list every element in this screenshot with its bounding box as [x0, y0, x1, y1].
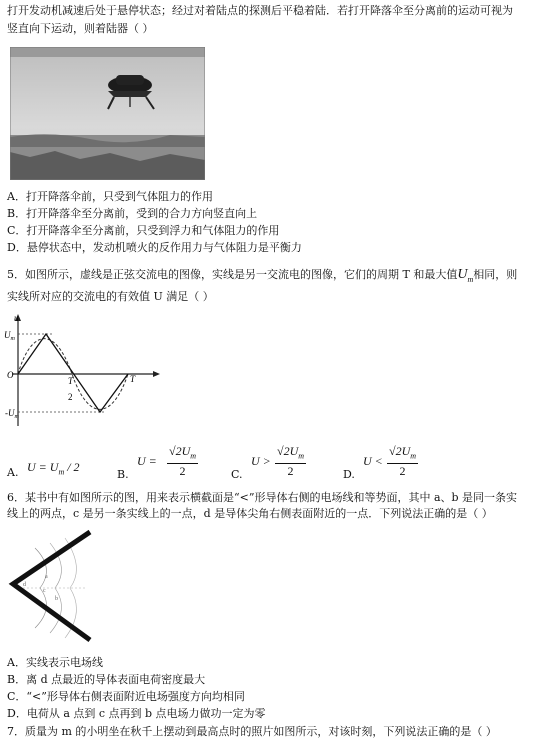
- q7-stem-line1: 7．质量为 m 的小明坐在秋千上摆动到最高点时的照片如图所示，对该时刻，下列说法正确的是（ ）: [7, 725, 497, 738]
- q4-stem-line2: 竖直向下运动，则着陆器（ ）: [7, 22, 154, 35]
- q4-option-a[interactable]: A．打开降落伞前，只受到气体阻力的作用: [7, 190, 213, 203]
- q4-option-b[interactable]: B．打开降落伞至分离前，受到的合力方向竖直向上: [7, 207, 258, 220]
- conductor-field-figure: [5, 528, 115, 648]
- q5-choice-a-label: A.: [7, 466, 19, 479]
- q6-option-b[interactable]: B．离 d 点最近的导体表面电荷密度最大: [7, 673, 206, 686]
- q5-stem-text-b: 相同，则: [473, 268, 518, 281]
- q5-stem-text-a: 5．如图所示，虚线是正弦交流电的图像，实线是另一交流电的图像，它们的周期 T 和最大值: [7, 268, 458, 281]
- svg-text:b: b: [55, 596, 58, 602]
- svg-text:a: a: [45, 574, 48, 580]
- q5-choice-d-frac: $\frac{√2U_m}{2}$: [389, 444, 417, 479]
- q5-stem-line2: 实线所对应的交流电的有效值 U 满足（ ）: [7, 290, 214, 303]
- q6-stem-line2: 线上的两点，c 是另一条实线上的一点，d 是导体尖角右侧表面附近的一点．下列说法正确的是（ ）: [7, 507, 493, 520]
- svg-text:c: c: [43, 588, 46, 594]
- q4-stem-line1: 打开发动机减速后处于悬停状态；经过对着陆点的探测后平稳着陆．若打开降落伞至分离前的运动可视为: [7, 4, 513, 17]
- q5-stem-line1: [7, 268, 517, 287]
- q5-choice-b-label: B.: [117, 468, 129, 481]
- q5-choice-d[interactable]: [343, 444, 443, 484]
- q5-choice-b[interactable]: [117, 444, 217, 484]
- graph-half-t-label: T: [68, 376, 74, 386]
- q5-choice-c-frac: $\frac{√2U_m}{2}$: [277, 444, 305, 479]
- svg-text:d: d: [23, 582, 26, 588]
- ac-waveform-graph: [4, 312, 164, 432]
- q5-choice-c-lhs: U >: [251, 454, 271, 468]
- q6-stem-line1: 6．某书中有如图所示的图，用来表示横截面是“<”形导体右侧的电场线和等势面，其中 a、b 是同一条实: [7, 491, 518, 504]
- q6-option-a[interactable]: A．实线表示电场线: [7, 656, 103, 669]
- graph-half-den: 2: [68, 392, 73, 402]
- q5-choice-c[interactable]: [231, 444, 331, 484]
- q4-option-c[interactable]: C．打开降落伞至分离前，只受到浮力和气体阻力的作用: [7, 224, 280, 237]
- q4-option-d[interactable]: D．悬停状态中，发动机喷火的反作用力与气体阻力是平衡力: [7, 241, 302, 254]
- q5-stem-um: $U_m$: [457, 267, 474, 284]
- graph-t-label: T: [130, 374, 136, 384]
- q5-choice-b-frac: $\frac{√2U_m}{2}$: [169, 444, 197, 479]
- q5-choice-a[interactable]: [7, 452, 107, 482]
- q5-choice-c-label: C.: [231, 468, 243, 481]
- q6-option-d[interactable]: D．电荷从 a 点到 c 点再到 b 点电场力做功一定为零: [7, 707, 266, 720]
- graph-origin-label: O: [7, 370, 14, 380]
- lander-photo: [10, 47, 205, 180]
- graph-neg-um-label: $-U_m$: [5, 408, 19, 420]
- q5-choice-d-lhs: U <: [363, 454, 383, 468]
- graph-um-label: $U_m$: [4, 330, 15, 342]
- q5-choice-d-label: D.: [343, 468, 355, 481]
- q5-choice-b-lhs: U =: [137, 454, 157, 468]
- graph-u-label: u: [14, 313, 19, 323]
- q5-choice-a-expr: $U = U_m / 2$: [27, 460, 80, 477]
- q6-option-c[interactable]: C．“<”形导体右侧表面附近电场强度方向均相同: [7, 690, 245, 703]
